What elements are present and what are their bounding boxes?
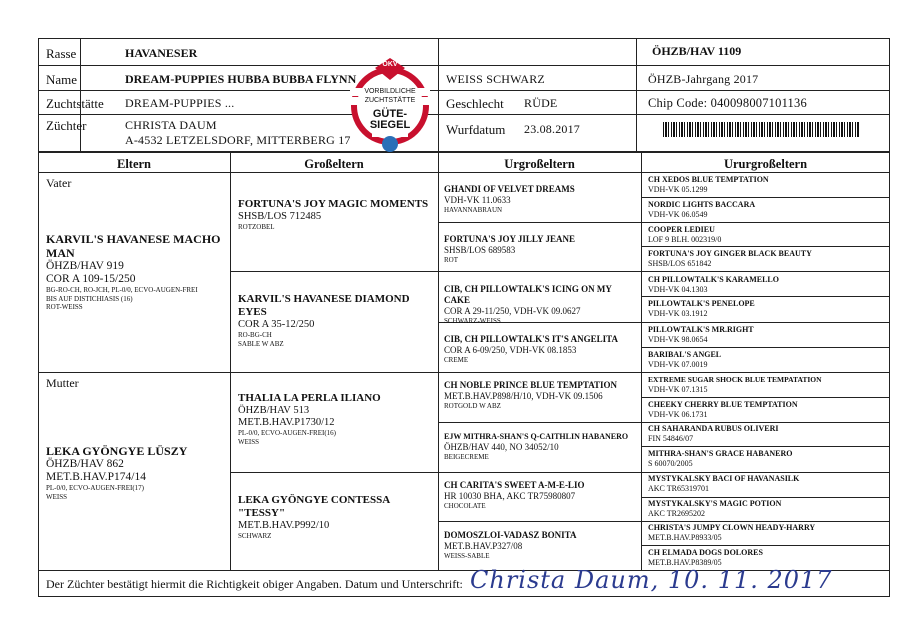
divider — [641, 197, 890, 198]
ururgrosseltern-reg: FIN 54846/07 — [648, 434, 694, 443]
zuchtstaette-value: DREAM-PUPPIES ... — [125, 96, 235, 110]
ururgrosseltern-name: CH XEDOS BLUE TEMPTATION — [648, 175, 769, 184]
ururgrosseltern-entry — [648, 200, 888, 220]
seal-line4: SIEGEL — [369, 119, 411, 131]
name-label: Name — [46, 72, 78, 87]
divider — [38, 172, 890, 173]
divider — [636, 38, 637, 151]
ururgrosseltern-entry — [648, 449, 888, 469]
grosseltern-color: SABLE W ABZ — [238, 339, 284, 348]
ururgrosseltern-entry — [648, 499, 888, 519]
urgrosseltern-reg: MET.B.HAV.P327/08 — [444, 541, 523, 551]
divider — [641, 545, 890, 546]
vater-cor: COR A 109-15/250 — [46, 273, 136, 285]
mutter-block — [46, 444, 226, 501]
dog-name: DREAM-PUPPIES HUBBA BUBBA FLYNN — [125, 72, 357, 86]
ururgrosseltern-reg: VDH-VK 03.1912 — [648, 309, 708, 318]
grosseltern-notes: PL-0/0, ECVO-AUGEN-FREI(16) — [238, 429, 336, 437]
grosseltern-name: FORTUNA'S JOY MAGIC MOMENTS — [238, 198, 429, 210]
ururgrosseltern-reg: AKC TR65319701 — [648, 484, 709, 493]
seal-top: ÖKV — [382, 61, 398, 68]
urgrosseltern-color: BEIGECREME — [444, 453, 489, 461]
vater-name: KARVIL'S HAVANESE MACHO MAN — [46, 232, 221, 260]
urgrosseltern-color: CHOCOLATE — [444, 502, 486, 510]
barcode — [663, 122, 859, 137]
ururgrosseltern-entry — [648, 225, 888, 245]
col-ururgrosseltern: Ururgroßeltern — [723, 157, 808, 171]
urgrosseltern-name: DOMOSZLOI-VADASZ BONITA — [444, 530, 577, 540]
divider — [641, 296, 890, 297]
ururgrosseltern-reg: VDH-VK 04.1303 — [648, 285, 708, 294]
grosseltern-reg: COR A 35-12/250 — [238, 319, 315, 330]
vater-color: ROT-WEISS — [46, 303, 83, 311]
urgrosseltern-entry — [444, 380, 638, 411]
vater-block — [46, 232, 226, 312]
ururgrosseltern-reg: S 60070/2005 — [648, 459, 693, 468]
urgrosseltern-entry — [444, 184, 638, 215]
urgrosseltern-color: ROTGOLD W ABZ — [444, 402, 501, 410]
urgrosseltern-reg: HR 10030 BHA, AKC TR75980807 — [444, 491, 576, 501]
divider — [38, 114, 890, 115]
urgrosseltern-name: CIB, CH PILLOWTALK'S IT'S ANGELITA — [444, 334, 618, 344]
grosseltern-name: LEKA GYÖNGYE CONTESSA "TESSY" — [238, 494, 390, 519]
ururgrosseltern-entry — [648, 474, 888, 494]
urgrosseltern-entry — [444, 234, 638, 265]
vater-notes: BG-RO-CH, RO-JCH, PL-0/0, ECVO-AUGEN-FREI — [46, 286, 198, 294]
zuechter-name: CHRISTA DAUM — [125, 118, 217, 132]
mutter-reg: ÖHZB/HAV 862 — [46, 458, 124, 470]
ururgrosseltern-reg: SHSB/LOS 651842 — [648, 259, 712, 268]
urgrosseltern-name: EJW MITHRA-SHAN'S Q-CAITHLIN HABANERO — [444, 432, 629, 441]
grosseltern-reg: SHSB/LOS 712485 — [238, 211, 322, 222]
ururgrosseltern-reg: VDH-VK 98.0654 — [648, 335, 708, 344]
urgrosseltern-name: CH CARITA'S SWEET A-M-E-LIO — [444, 480, 585, 490]
rasse-label: Rasse — [46, 46, 77, 61]
urgrosseltern-reg: ÖHZB/HAV 440, NO 34052/10 — [444, 442, 559, 452]
mutter-color: WEISS — [46, 492, 67, 501]
urgrosseltern-name: GHANDI OF VELVET DREAMS — [444, 184, 575, 194]
ururgrosseltern-name: CHEEKY CHERRY BLUE TEMPTATION — [648, 400, 798, 409]
mutter-name: LEKA GYÖNGYE LÜSZY — [46, 444, 188, 458]
divider — [38, 151, 890, 153]
footer-statement: Der Züchter bestätigt hiermit die Richtigkeit obiger Angaben. Datum und Unterschrift: — [46, 577, 463, 591]
ururgrosseltern-entry — [648, 350, 888, 370]
divider — [641, 246, 890, 247]
divider — [641, 497, 890, 498]
ururgrosseltern-entry — [648, 400, 888, 420]
ururgrosseltern-name: MYSTYKALSKY BACI OF HAVANASILK — [648, 474, 800, 483]
grosseltern-reg: MET.B.HAV.P992/10 — [238, 520, 330, 531]
mutter-label: Mutter — [46, 376, 79, 390]
ururgrosseltern-name: BARIBAL'S ANGEL — [648, 350, 722, 359]
urgrosseltern-color: ROT — [444, 256, 458, 264]
mutter-notes: PL-0/0, ECVO-AUGEN-FREI(17) — [46, 484, 144, 492]
urgrosseltern-entry — [444, 334, 638, 365]
grosseltern-entry — [238, 198, 434, 232]
divider — [641, 446, 890, 447]
zuechter-address: A-4532 LETZELSDORF, MITTERBERG 17 — [125, 133, 351, 147]
grosseltern-name: THALIA LA PERLA ILIANO — [238, 392, 381, 404]
ururgrosseltern-reg: VDH-VK 06.0549 — [648, 210, 708, 219]
divider — [38, 372, 890, 373]
chip-code: Chip Code: 040098007101136 — [648, 96, 807, 110]
urgrosseltern-entry — [444, 530, 638, 561]
urgrosseltern-reg: VDH-VK 11.0633 — [444, 195, 511, 205]
divider — [230, 151, 231, 570]
ururgrosseltern-entry — [648, 175, 888, 195]
ururgrosseltern-entry — [648, 275, 888, 295]
ururgrosseltern-name: CH SAHARANDA RUBUS OLIVERI — [648, 424, 779, 433]
ururgrosseltern-name: FORTUNA'S JOY GINGER BLACK BEAUTY — [648, 249, 812, 258]
divider — [438, 151, 439, 570]
divider — [641, 397, 890, 398]
col-grosseltern: Großeltern — [304, 157, 364, 171]
mutter-reg2: MET.B.HAV.P174/14 — [46, 471, 147, 483]
ururgrosseltern-name: CHRISTA'S JUMPY CLOWN HEADY-HARRY — [648, 523, 816, 532]
grosseltern-entry — [238, 494, 434, 541]
ururgrosseltern-name: COOPER LEDIEU — [648, 225, 715, 234]
ururgrosseltern-entry — [648, 375, 888, 395]
ururgrosseltern-entry — [648, 299, 888, 319]
grosseltern-color: SCHWARZ — [238, 532, 272, 540]
urgrosseltern-name: FORTUNA'S JOY JILLY JEANE — [444, 234, 575, 244]
urgrosseltern-color: WEISS-SABLE — [444, 552, 490, 560]
ururgrosseltern-reg: VDH-VK 07.0019 — [648, 360, 708, 369]
vater-reg: ÖHZB/HAV 919 — [46, 260, 124, 272]
ururgrosseltern-entry — [648, 249, 888, 269]
divider — [641, 151, 642, 570]
urgrosseltern-entry — [444, 432, 638, 462]
vater-label: Vater — [46, 176, 72, 190]
grosseltern-entry — [238, 293, 434, 348]
col-urgrosseltern: Urgroßeltern — [504, 157, 575, 171]
ururgrosseltern-entry — [648, 548, 888, 568]
registry-number: ÖHZB/HAV 1109 — [652, 44, 742, 58]
ururgrosseltern-name: CH ELMADA DOGS DOLORES — [648, 548, 763, 557]
urgrosseltern-reg: MET.B.HAV.P898/H/10, VDH-VK 09.1506 — [444, 391, 603, 401]
divider — [641, 347, 890, 348]
grosseltern-reg2: MET.B.HAV.P1730/12 — [238, 417, 335, 428]
wurfdatum-label: Wurfdatum — [446, 122, 506, 137]
ururgrosseltern-name: PILLOWTALK'S MR.RIGHT — [648, 325, 754, 334]
ururgrosseltern-name: EXTREME SUGAR SHOCK BLUE TEMPATATION — [648, 375, 822, 384]
color-value: WEISS SCHWARZ — [446, 72, 545, 86]
guetesiegel-seal — [350, 56, 432, 154]
ururgrosseltern-reg: VDH-VK 06.1731 — [648, 410, 708, 419]
urgrosseltern-color: CREME — [444, 356, 469, 364]
divider — [438, 222, 890, 223]
geschlecht-label: Geschlecht — [446, 96, 504, 111]
signature: Christa Daum, 10. 11. 2017 — [470, 566, 833, 594]
zuechter-label: Züchter — [46, 118, 87, 133]
divider — [438, 521, 890, 522]
geschlecht-value: RÜDE — [524, 96, 558, 110]
zuchtstaette-label: Zuchtstätte — [46, 96, 104, 111]
seal-line1: VORBILDLICHE — [350, 88, 430, 96]
divider — [38, 65, 890, 66]
ururgrosseltern-reg: VDH-VK 05.1299 — [648, 185, 708, 194]
seal-line3: GÜTE- — [372, 108, 408, 120]
grosseltern-color: ROTZOBEL — [238, 223, 275, 231]
ururgrosseltern-reg: MET.B.HAV.P8933/05 — [648, 533, 722, 542]
seal-line2: ZUCHTSTÄTTE — [350, 97, 430, 105]
ururgrosseltern-name: MYSTYKALSKY'S MAGIC POTION — [648, 499, 782, 508]
ururgrosseltern-name: PILLOWTALK'S PENELOPE — [648, 299, 755, 308]
vater-notes2: BIS AUF DISTICHIASIS (16) — [46, 294, 133, 303]
ururgrosseltern-reg: MET.B.HAV.P8389/05 — [648, 558, 722, 567]
grosseltern-name: KARVIL'S HAVANESE DIAMOND EYES — [238, 293, 410, 318]
rasse-value: HAVANESER — [125, 46, 198, 60]
divider — [230, 472, 890, 473]
ururgrosseltern-entry — [648, 325, 888, 345]
grosseltern-entry — [238, 392, 434, 446]
ururgrosseltern-name: CH PILLOWTALK'S KARAMELLO — [648, 275, 779, 284]
divider — [80, 38, 81, 151]
urgrosseltern-name: CIB, CH PILLOWTALK'S ICING ON MY CAKE — [444, 284, 612, 305]
ururgrosseltern-entry — [648, 523, 888, 543]
ururgrosseltern-reg: AKC TR2695202 — [648, 509, 705, 518]
ururgrosseltern-reg: LOF 9 BLH. 002319/0 — [648, 235, 722, 244]
urgrosseltern-reg: COR A 29-11/250, VDH-VK 09.0627 — [444, 306, 581, 316]
urgrosseltern-reg: SHSB/LOS 689583 — [444, 245, 516, 255]
urgrosseltern-color: SCHWARZ-WEISS — [444, 317, 501, 325]
ururgrosseltern-reg: VDH-VK 07.1315 — [648, 385, 708, 394]
ururgrosseltern-name: MITHRA-SHAN'S GRACE HABANERO — [648, 449, 793, 458]
wurfdatum-value: 23.08.2017 — [524, 122, 580, 136]
divider — [438, 422, 890, 423]
ururgrosseltern-entry — [648, 424, 888, 444]
divider — [38, 90, 890, 91]
urgrosseltern-color: HAVANNABRAUN — [444, 206, 503, 214]
col-eltern: Eltern — [116, 157, 152, 171]
urgrosseltern-entry — [444, 284, 638, 326]
grosseltern-notes: RO-BG-CH — [238, 331, 272, 339]
divider — [230, 271, 890, 272]
divider — [438, 38, 439, 151]
urgrosseltern-name: CH NOBLE PRINCE BLUE TEMPTATION — [444, 380, 618, 390]
urgrosseltern-reg: COR A 6-09/250, VDH-VK 08.1853 — [444, 345, 577, 355]
urgrosseltern-entry — [444, 480, 638, 511]
ururgrosseltern-name: NORDIC LIGHTS BACCARA — [648, 200, 756, 209]
jahrgang: ÖHZB-Jahrgang 2017 — [648, 72, 759, 86]
grosseltern-reg: ÖHZB/HAV 513 — [238, 405, 310, 416]
grosseltern-color: WEISS — [238, 437, 259, 446]
